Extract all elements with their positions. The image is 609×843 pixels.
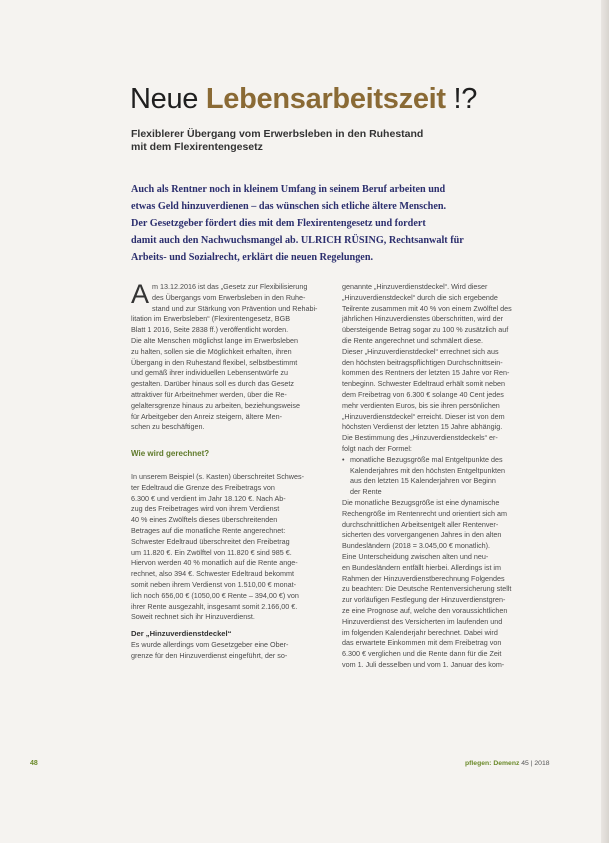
article-lead	[131, 181, 531, 266]
text-line: lich noch 656,00 € (1050,00 € Rente – 394,00 €) von	[131, 590, 299, 600]
text-line: Eine Unterscheidung zwischen alten und neu-	[342, 551, 489, 561]
formula-bullet	[342, 455, 556, 498]
text-line: rechnet, also 394 €. Schwester Edeltraud bekommt	[131, 569, 295, 579]
deckel-paragraph	[131, 640, 336, 662]
article-title	[130, 82, 477, 116]
article-subtitle	[131, 128, 551, 154]
paragraph	[342, 282, 556, 347]
magazine-name: pflegen: Demenz	[465, 760, 520, 767]
text-line: durchschnittlichen Arbeitsentgelt aller Rentenver-	[342, 519, 499, 529]
paragraph	[342, 347, 556, 455]
text-line: und gemäß ihrer individuellen Lebensentwürfe zu	[131, 368, 289, 378]
text-line: um 11.820 €. Ein Zwölftel von 11.820 € sind 985 €.	[131, 547, 292, 557]
text-line: gelaltersgrenze hinaus zu arbeiten, beziehungsweise	[131, 400, 301, 410]
text-line: das erwartete Einkommen mit dem Freibetrag von	[342, 638, 502, 648]
drop-cap: A	[131, 279, 150, 309]
text-line: litation im Erwerbsleben“ (Flexirentengesetz, BGB	[131, 314, 290, 324]
text-line: Betrages auf die monatliche Rente angerechnet:	[131, 525, 286, 535]
magazine-footer	[465, 760, 550, 767]
text-line: en Bundesländern entfällt hierbei. Allerdings ist im	[342, 562, 502, 572]
text-line: zug des Freibetrages wird von ihrem Verdienst	[131, 504, 280, 514]
intro-paragraph	[131, 279, 336, 433]
text-line: Bundesländern (2018 = 3.045,00 € monatlich).	[342, 541, 491, 551]
page-edge	[601, 0, 609, 843]
text-line: 6.300 € und verdient im Jahr 18.120 €. Nach Ab-	[131, 493, 286, 503]
text-line: vom 1. Juli desselben und vom 1. Januar des kom-	[342, 659, 505, 669]
text-line: Rechengröße im Rentenrecht und orientiert sich am	[342, 508, 507, 518]
text-line: die Rente angerechnet und schmälert diese.	[342, 335, 484, 345]
text-line: Kalenderjahres mit den höchsten Entgeltpunkten	[350, 465, 506, 475]
lead-line: Arbeits- und Sozialrecht, erklärt die neuen Regelungen.	[131, 252, 374, 263]
text-line: Soweit rechnet sich ihr Hinzuverdienst.	[131, 612, 255, 622]
text-line: „Hinzuverdienstdeckel“ durch die sich ergebende	[342, 292, 498, 302]
issue-number: 45 | 2018	[519, 760, 550, 767]
text-column-right	[342, 282, 556, 669]
lead-line: Auch als Rentner noch in kleinem Umfang in seinem Beruf arbeiten und	[131, 184, 446, 195]
text-line: 40 % eines Zwölftels dieses überschreitenden	[131, 515, 278, 525]
text-line: tenbeginn. Schwester Edeltraud erhält somit neben	[342, 379, 506, 389]
text-line: gestalten. Darüber hinaus soll es durch das Gesetz	[131, 379, 295, 389]
text-line: zu beachten: Die Deutsche Rentenversicherung stellt	[342, 584, 512, 594]
text-line: 6.300 € verglichen und die Rente dann für die Zeit	[342, 649, 502, 659]
page-number: 48	[30, 760, 38, 767]
text-line: Die alte Menschen möglichst lange im Erwerbsleben	[131, 335, 298, 345]
text-line: • monatliche Bezugsgröße mal Entgeltpunkte des	[350, 454, 503, 464]
section-heading: Wie wird gerechnet?	[131, 449, 210, 459]
text-column-left	[131, 279, 336, 660]
text-line: Teilrente zusammen mit 40 % von einem Zwölftel des	[342, 303, 512, 313]
text-line: ihrer Rente ausgezahlt, insgesamt somit 2.166,00 €.	[131, 601, 298, 611]
text-line: Blatt 1 2016, Seite 2838 ff.) veröffentlicht worden.	[131, 325, 289, 335]
text-line: Die Bestimmung des „Hinzuverdienstdeckels“ er-	[342, 433, 498, 443]
title-suffix: !?	[445, 83, 478, 115]
text-line: sicherten des vorvergangenen Jahres in den alten	[342, 530, 502, 540]
text-line: für Arbeitgeber den Anreiz steigern, ältere Men-	[131, 411, 283, 421]
text-line: grenze für den Hinzuverdienst eingeführt, der so-	[131, 650, 288, 660]
text-line: dem Freibetrag von 6.300 € solange 40 Cent jedes	[342, 389, 504, 399]
lead-line: Der Gesetzgeber fördert dies mit dem Flexirentengesetz und fordert	[131, 218, 426, 229]
text-line: schen zu beschäftigen.	[131, 422, 205, 432]
subtitle-line: Flexiblerer Übergang vom Erwerbsleben in den Ruhestand	[131, 128, 424, 140]
title-prefix: Neue	[130, 83, 206, 115]
text-line: zu halten, sollen sie die Möglichkeit erhalten, ihren	[131, 346, 292, 356]
text-line: m 13.12.2016 ist das „Gesetz zur Flexibilisierung	[152, 282, 308, 291]
text-line: genannte „Hinzuverdienstdeckel“. Wird dieser	[342, 282, 488, 291]
text-line: zur vorläufigen Festlegung der Hinzuverdienstgren-	[342, 595, 506, 605]
title-accent: Lebensarbeitszeit	[205, 83, 446, 115]
subtitle-line: mit dem Flexirentengesetz	[131, 141, 263, 153]
lead-line: etwas Geld hinzuverdienen – das wünschen sich etliche ältere Menschen.	[131, 201, 447, 212]
text-line: des Übergangs vom Erwerbsleben in den Ruhe-	[152, 292, 306, 302]
text-line: Dieser „Hinzuverdienstdeckel“ errechnet sich aus	[342, 346, 499, 356]
paragraph	[342, 552, 556, 671]
text-line: den höchsten beitragspflichtigen Durchschnittsein-	[342, 357, 503, 367]
subsection-heading: Der „Hinzuverdienstdeckel“	[131, 629, 232, 639]
text-line: Die monatliche Bezugsgröße ist eine dynamische	[342, 497, 500, 507]
lead-line: damit auch den Nachwuchsmangel ab. ULRICH RÜSING, Rechtsanwalt für	[131, 235, 464, 246]
text-line: folgt nach der Formel:	[342, 443, 412, 453]
text-line: Es wurde allerdings vom Gesetzgeber eine Ober-	[131, 639, 289, 649]
text-line: mehr verdienten Euros, bis sie ihren persönlichen	[342, 400, 500, 410]
text-line: „Hinzuverdienstdeckel“ erreicht. Dieser ist von dem	[342, 411, 505, 421]
paragraph	[342, 498, 556, 552]
text-line: jährlichen Hinzuverdienstes überschritten, wird der	[342, 314, 503, 324]
text-line: übersteigende Betrag sogar zu 100 % zusätzlich auf	[342, 325, 509, 335]
text-line: kommen des Rentners der letzten 15 Jahre vor Ren-	[342, 368, 510, 378]
text-line: ze eine Prognose auf, welche den voraussichtlichen	[342, 605, 508, 615]
calculation-paragraph	[131, 472, 336, 623]
text-line: Hinzuverdienst des Versicherten im laufenden und	[342, 616, 503, 626]
text-line: Rahmen der Hinzuverdienstberechnung Folgendes	[342, 573, 505, 583]
text-line: attraktiver für Arbeitnehmer werden, über die Re-	[131, 389, 287, 399]
text-line: In unserem Beispiel (s. Kasten) überschreitet Schwes-	[131, 471, 304, 481]
text-line: im folgenden Kalenderjahr berechnet. Dabei wird	[342, 627, 498, 637]
text-line: Hiervon werden 40 % monatlich auf die Rente ange-	[131, 558, 298, 568]
text-line: somit neben ihrem Verdienst von 1.510,00 € monat-	[131, 579, 297, 589]
text-line: aus den letzten 15 Kalenderjahren vor Beginn	[350, 476, 496, 486]
text-line: Schwester Edeltraud überschreitet den Freibetrag	[131, 536, 290, 546]
text-line: höchsten Verdienst der letzten 15 Jahre abhängig.	[342, 422, 503, 432]
text-line: stand und zur Stärkung von Prävention und Rehabi-	[152, 303, 318, 313]
text-line: der Rente	[350, 487, 382, 497]
text-line: ter Edeltraud die Grenze des Freibetrags von	[131, 482, 275, 492]
text-line: Übergang in den Ruhestand flexibel, selbstbestimmt	[131, 357, 298, 367]
